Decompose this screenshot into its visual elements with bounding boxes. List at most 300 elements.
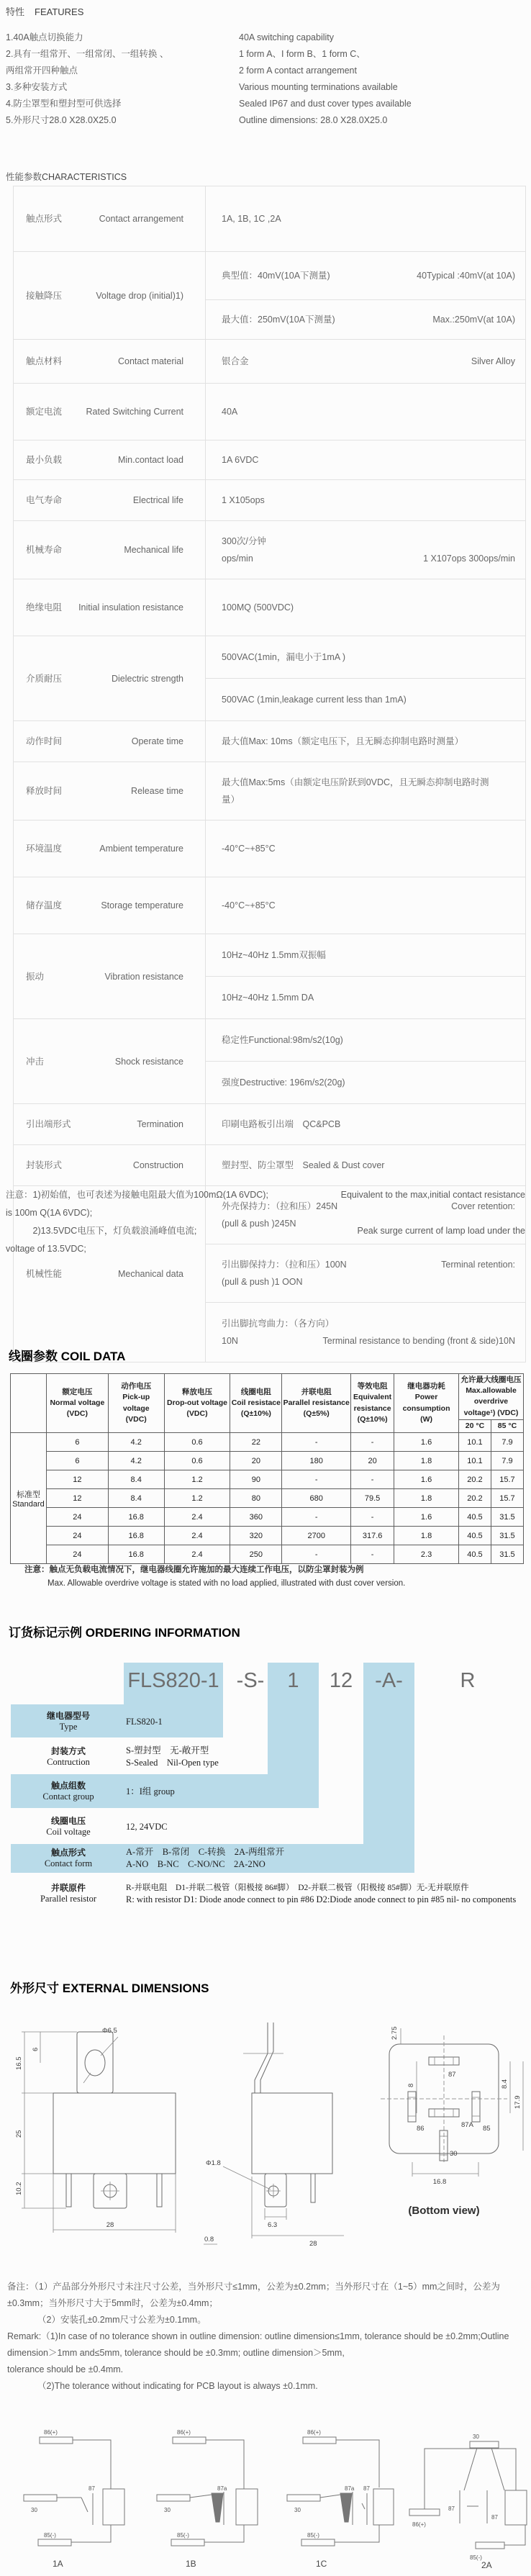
- value-line: [222, 1116, 515, 1133]
- row-label-cn: 环境温度: [26, 844, 63, 854]
- ordering-row-label: [11, 1848, 126, 1869]
- table-row: [14, 934, 525, 1019]
- coil-cell: 40.5: [459, 1527, 491, 1545]
- row-value-subcell: [206, 877, 525, 934]
- value-cn: 典型值：40mV(10A下测量): [222, 271, 330, 281]
- terminal-label-86: 86(+): [177, 2429, 191, 2436]
- dim-front-hole-offset: 6: [32, 2047, 40, 2051]
- coil-cell: 1.2: [164, 1489, 230, 1508]
- table-row: [14, 480, 525, 521]
- dim-front-width: 28: [106, 2221, 114, 2229]
- wiring-diagram-1b: [151, 2424, 277, 2572]
- row-label-cn: 电气寿命: [26, 495, 63, 505]
- terminal-label-30: 30: [473, 2433, 479, 2440]
- wiring-diagram-1c: [284, 2424, 410, 2572]
- coil-group-cell: 标准型 Standard: [11, 1433, 47, 1564]
- row-value-subcell: [206, 521, 525, 579]
- row-label-cell: [14, 440, 206, 479]
- coil-cell: 15.7: [491, 1470, 523, 1489]
- row-value-cell: [206, 480, 525, 520]
- row-label-en: Contact arrangement: [99, 214, 183, 224]
- value-en: Silver Alloy: [471, 356, 515, 366]
- value-en: Cover retention:: [451, 1201, 515, 1211]
- remark-line: ±0.3mm；当外形尺寸大于5mm时，公差为±0.4mm；: [7, 2298, 218, 2308]
- value-en: Terminal retention:: [441, 1260, 515, 1270]
- feature-en: 1 form A、I form B、1 form C、: [239, 49, 366, 59]
- row-value-cell: [206, 821, 525, 877]
- value-cn: ops/min: [222, 553, 253, 564]
- coil-cell: 1.8: [394, 1489, 459, 1508]
- ordering-label-en: Contruction: [47, 1757, 90, 1767]
- value-line: [222, 267, 515, 284]
- value-en: Terminal resistance to bending (front & side)10N: [322, 1336, 515, 1346]
- features-section: [6, 4, 527, 129]
- terminal-label-85: 85(-): [470, 2554, 482, 2561]
- coil-header: 线圈电阻 Coil resistace (Q±10%): [230, 1374, 282, 1433]
- terminal-label-85: 85(-): [177, 2532, 189, 2539]
- note-en: Peak surge current of lamp load under the: [357, 1226, 525, 1236]
- table-row: [11, 1527, 524, 1545]
- dim-front-hole: Φ6.5: [102, 2027, 117, 2035]
- value-cn: 引出脚抗弯曲力：（各方向）: [222, 1319, 335, 1329]
- value-en: Max.:250mV(at 10A): [432, 315, 515, 325]
- row-value-cell: [206, 721, 525, 761]
- coil-header-overdrive: 允许最大线圈电压 Max.allowable overdrive voltage¹) (VDC): [459, 1374, 524, 1420]
- terminal-label-30: 30: [31, 2507, 37, 2513]
- value-cn: 银合金: [222, 356, 249, 366]
- terminal-label-85: 85(-): [307, 2532, 319, 2539]
- row-label-cn: 动作时间: [26, 736, 63, 746]
- row-label-cell: [14, 480, 206, 520]
- feature-cn: 2.具有一组常开、一组常闭、一组转换 、: [6, 49, 169, 59]
- row-label-en: Contact material: [117, 356, 183, 366]
- coil-header: 动作电压 Pick-up voltage (VDC): [108, 1374, 164, 1433]
- row-value-subcell: [206, 252, 525, 299]
- row-value-cell: [206, 521, 525, 579]
- coil-cell: 31.5: [491, 1527, 523, 1545]
- row-label-en: Rated Switching Current: [86, 407, 183, 417]
- dim-side-pin-width: 6.3: [268, 2221, 278, 2229]
- table-row: [14, 186, 525, 252]
- feature-cn: 5.外形尺寸28.0 X28.0X25.0: [6, 115, 117, 125]
- ordering-row-value: 12, 24VDC: [126, 1821, 168, 1832]
- coil-cell: 1.6: [394, 1433, 459, 1452]
- row-label-cn: 最小负载: [26, 455, 63, 465]
- coil-cell: 360: [230, 1508, 282, 1527]
- table-row: [11, 1489, 524, 1508]
- value-cn: 稳定性Functional:98m/s2(10g): [222, 1035, 343, 1045]
- row-label-en: Mechanical life: [124, 545, 183, 555]
- remark-line: （2)The tolerance without indicating for PCB layout is always ±0.1mm.: [37, 2381, 318, 2391]
- diagram-caption-2a: 2A: [481, 2560, 492, 2570]
- row-value-cell: [206, 934, 525, 1018]
- coil-cell: 0.6: [164, 1433, 230, 1452]
- coil-cell: 20: [230, 1452, 282, 1470]
- coil-header-temp: 20 °C: [459, 1419, 491, 1432]
- row-label-en: Storage temperature: [101, 900, 183, 910]
- row-label-cell: [14, 934, 206, 1018]
- value-cn: 1 X105ops: [222, 495, 265, 505]
- row-value-subcell: [206, 1104, 525, 1144]
- value-line: [222, 1273, 515, 1291]
- drawing-bottom-view: [348, 2007, 531, 2255]
- dim-bottom-right-offset: 8.4: [501, 2079, 509, 2089]
- remarks-section: [7, 2279, 527, 2395]
- part-number-segment-voltage: 12: [329, 1668, 353, 1692]
- value-cn: 500VAC (1min,leakage current less than 1mA): [222, 695, 407, 705]
- row-label-en: Dielectric strength: [111, 673, 183, 684]
- ordering-row-value: A-常开 B-常闭 C-转换 2A-两组常开 A-NO B-NC C-NO/NC 2A-2NO: [126, 1847, 285, 1869]
- feature-en: Outline dimensions: 28.0 X28.0X25.0: [239, 115, 388, 125]
- row-label-cn: 绝缘电阻: [26, 602, 63, 613]
- row-value-cell: [206, 877, 525, 934]
- row-value-cell: [206, 340, 525, 383]
- coil-cell: 90: [230, 1470, 282, 1489]
- bottom-view-caption: (Bottom view): [408, 2205, 480, 2217]
- dim-side-pin-thickness: 0.8: [204, 2236, 214, 2243]
- row-value-cell: [206, 440, 525, 479]
- row-value-subcell: [206, 1061, 525, 1103]
- ordering-row-construction: [11, 1742, 520, 1772]
- coil-cell: 8.4: [108, 1470, 164, 1489]
- row-label-cell: [14, 721, 206, 761]
- note-line: [6, 1222, 525, 1240]
- dimensions-title-en: EXTERNAL DIMENSIONS: [62, 1981, 209, 1995]
- terminal-label-86: 86(+): [412, 2521, 426, 2528]
- row-value-subcell: [206, 678, 525, 720]
- value-en: 40Typical :40mV(at 10A): [417, 271, 515, 281]
- note-en: Equivalent to the max,initial contact resistance: [340, 1190, 525, 1200]
- value-cn: (pull & push )245N: [222, 1219, 296, 1229]
- row-label-en: Shock resistance: [114, 1056, 183, 1067]
- coil-header: 释放电压 Drop-out voltage (VDC): [164, 1374, 230, 1433]
- table-row: [14, 636, 525, 721]
- ordering-label-en: Contact group: [42, 1791, 94, 1802]
- coil-cell: 40.5: [459, 1545, 491, 1564]
- value-line: [222, 1157, 515, 1174]
- row-value-cell: [206, 252, 525, 339]
- row-label-cn: 机械寿命: [26, 545, 63, 555]
- contact-label-87: 87: [88, 2485, 95, 2492]
- value-line: [222, 691, 515, 708]
- row-label-cn: 释放时间: [26, 786, 63, 796]
- part-number-segment-form: -A-: [375, 1668, 403, 1692]
- coil-cell: 10.1: [459, 1452, 491, 1470]
- ordering-row-contact-group: [11, 1776, 520, 1807]
- ordering-row-label: [11, 1711, 126, 1732]
- coil-cell: 31.5: [491, 1545, 523, 1564]
- value-cn: (pull & push )1 OON: [222, 1277, 303, 1287]
- coil-cell: -: [282, 1508, 351, 1527]
- value-cn: 外壳保持力：（拉和压）245N: [222, 1201, 338, 1211]
- wiring-diagram-2a: [407, 2424, 531, 2572]
- row-label-cn: 机械性能: [26, 1269, 63, 1279]
- table-row: [14, 340, 525, 384]
- ordering-title: 订货标记示例 ORDERING INFORMATION: [9, 1626, 240, 1640]
- terminal-label-86: 86(+): [307, 2429, 321, 2436]
- table-row: [11, 1433, 524, 1452]
- contact-label-87a: 87a: [345, 2485, 355, 2492]
- feature-cn: 3.多种安装方式: [6, 82, 68, 92]
- value-line: [222, 648, 515, 666]
- feature-cn: 1.40A触点切换能力: [6, 32, 83, 42]
- coil-note-cn: 注意：触点无负载电流情况下，继电器线圈允许施加的最大连续工作电压，以防尘罩封装为例: [24, 1565, 364, 1574]
- coil-cell: 22: [230, 1433, 282, 1452]
- row-value-subcell: [206, 1019, 525, 1061]
- value-cn: 最大值Max:5ms（由额定电压阶跃到0VDC，且无瞬态抑制电路时测: [222, 777, 489, 787]
- row-label-cell: [14, 762, 206, 820]
- coil-cell: 7.9: [491, 1452, 523, 1470]
- row-value-subcell: [206, 976, 525, 1018]
- coil-cell: 250: [230, 1545, 282, 1564]
- value-line: [222, 1074, 515, 1091]
- row-label-en: Termination: [137, 1119, 183, 1129]
- row-label-cn: 接触降压: [26, 290, 63, 301]
- value-cn: 40A: [222, 407, 238, 417]
- terminal-label-85: 85(-): [44, 2532, 56, 2539]
- row-value-subcell: [206, 1302, 525, 1362]
- row-label-cn: 储存温度: [26, 900, 63, 910]
- remark-line: dimension＞1mm and≤5mm, tolerance should be ±0.3mm; outline dimension＞5mm,: [7, 2348, 345, 2358]
- value-line: [222, 492, 515, 509]
- ordering-row-value: R-并联电阻 D1-并联二极管（阳极接 86#脚） D2-并联二极管（阳极接 85#脚）无-无并联原件 R: with resistor D1: Diode anode connect to pin #86 D2:Diode anode connect to pin #85 nil- no components: [126, 1884, 517, 1904]
- row-label-cell: [14, 821, 206, 877]
- row-value-cell: [206, 1145, 525, 1185]
- row-label-en: Vibration resistance: [104, 971, 183, 982]
- row-value-cell: [206, 1104, 525, 1144]
- part-number-segment-group: 1: [287, 1668, 299, 1692]
- coil-cell: 8.4: [108, 1489, 164, 1508]
- row-value-subcell: [206, 440, 525, 479]
- row-label-cn: 振动: [26, 971, 45, 982]
- features-title-en: FEATURES: [35, 6, 84, 17]
- value-line: [222, 774, 515, 791]
- table-row: [14, 521, 525, 579]
- row-label-cn: 引出端形式: [26, 1119, 71, 1129]
- contact-label-87: 87: [491, 2514, 498, 2521]
- table-row: [14, 384, 525, 440]
- contact-label-87: 87: [448, 2505, 455, 2512]
- table-row: [11, 1470, 524, 1489]
- remark-line: tolerance should be ±0.4mm.: [7, 2364, 124, 2374]
- coil-cell: 40.5: [459, 1508, 491, 1527]
- feature-cn: 两组常开四种触点: [6, 65, 78, 76]
- terminal-label-30: 30: [294, 2507, 301, 2513]
- ordering-label-cn: 继电器型号: [46, 1711, 90, 1721]
- row-value-subcell: [206, 299, 525, 339]
- table-row: [14, 762, 525, 821]
- ordering-row-parallel: [11, 1877, 520, 1910]
- dim-bottom-width: 16.8: [432, 2178, 447, 2186]
- row-label-cn: 介质耐压: [26, 673, 63, 684]
- row-value-subcell: [206, 821, 525, 877]
- coil-cell: 2700: [282, 1527, 351, 1545]
- row-label-cell: [14, 186, 206, 251]
- pin-label-87a: 87A: [461, 2121, 473, 2129]
- value-line: [222, 353, 515, 370]
- dim-bottom-height: 17.9: [514, 2095, 522, 2109]
- note-cn: is 100m Q(1A 6VDC);: [6, 1208, 93, 1218]
- value-line: [222, 599, 515, 616]
- row-label-cell: [14, 579, 206, 636]
- terminal-label-30: 30: [164, 2507, 171, 2513]
- ordering-row-value: FLS820-1: [126, 1716, 163, 1727]
- coil-cell: 2.3: [394, 1545, 459, 1564]
- features-title-cn: 特性: [6, 6, 25, 17]
- coil-cell: -: [282, 1433, 351, 1452]
- row-label-cell: [14, 1104, 206, 1144]
- coil-cell: 1.6: [394, 1508, 459, 1527]
- coil-cell: 2.4: [164, 1508, 230, 1527]
- diagram-caption-1a: 1A: [53, 2559, 63, 2569]
- diagram-caption-1b: 1B: [186, 2559, 196, 2569]
- row-value-subcell: [206, 579, 525, 636]
- table-row: [11, 1508, 524, 1527]
- value-cn: 引出脚保持力：（拉和压）100N: [222, 1260, 347, 1270]
- row-label-en: Operate time: [131, 736, 183, 746]
- table-row: [11, 1545, 524, 1564]
- value-line: [222, 840, 515, 857]
- value-cn: 强度Destructive: 196m/s2(20g): [222, 1077, 345, 1088]
- value-cn: 100MQ (500VDC): [222, 602, 294, 613]
- table-row: [14, 1104, 525, 1145]
- coil-cell: 31.5: [491, 1508, 523, 1527]
- row-value-subcell: [206, 340, 525, 383]
- row-label-en: Initial insulation resistance: [78, 602, 183, 613]
- dim-side-width: 28: [309, 2240, 317, 2248]
- contact-label-87a: 87a: [217, 2485, 227, 2492]
- dim-front-tab-height: 16.5: [15, 2056, 23, 2070]
- row-label-cn: 冲击: [26, 1056, 45, 1067]
- table-row: [14, 1145, 525, 1186]
- value-line: [222, 311, 515, 328]
- coil-cell: 7.9: [491, 1433, 523, 1452]
- row-value-subcell: [206, 480, 525, 520]
- wiring-diagram-1a: [18, 2424, 144, 2572]
- value-line: [222, 946, 515, 964]
- coil-cell: -: [282, 1545, 351, 1564]
- feature-cn: 4.防尘罩型和塑封型可供选择: [6, 99, 122, 109]
- coil-cell: -: [351, 1508, 394, 1527]
- row-label-cell: [14, 636, 206, 720]
- row-label-cell: [14, 340, 206, 383]
- coil-cell: 4.2: [108, 1452, 164, 1470]
- characteristics-title: 性能参数CHARACTERISTICS: [6, 172, 127, 182]
- coil-cell: 24: [46, 1527, 108, 1545]
- coil-cell: 320: [230, 1527, 282, 1545]
- coil-data-title: 线圈参数 COIL DATA: [9, 1350, 126, 1363]
- value-cn: 10N: [222, 1336, 238, 1346]
- value-cn: 塑封型、防尘罩型 Sealed & Dust cover: [222, 1160, 385, 1170]
- coil-cell: 80: [230, 1489, 282, 1508]
- diagram-caption-1c: 1C: [316, 2559, 327, 2569]
- part-number-segment-parallel: R: [460, 1668, 476, 1692]
- contact-label-87: 87: [363, 2485, 370, 2492]
- coil-cell: -: [351, 1433, 394, 1452]
- coil-cell: 20: [351, 1452, 394, 1470]
- coil-cell: -: [282, 1470, 351, 1489]
- ordering-label-cn: 线圈电压: [50, 1816, 86, 1826]
- dim-bottom-left-offset: 8: [407, 2083, 415, 2087]
- ordering-label-cn: 并联原件: [50, 1883, 86, 1893]
- value-cn: 最大值Max: 10ms（额定电压下，且无瞬态抑制电路时测量）: [222, 736, 464, 746]
- row-label-cell: [14, 1019, 206, 1103]
- value-line: [222, 1256, 515, 1273]
- ordering-row-coil-voltage: [11, 1812, 520, 1841]
- row-label-en: Voltage drop (initial)1): [96, 290, 183, 301]
- value-cn: 1A 6VDC: [222, 455, 259, 465]
- ordering-label-en: Coil voltage: [46, 1827, 91, 1837]
- row-label-cn: 触点材料: [26, 356, 63, 366]
- ordering-label-cn: 触点组数: [50, 1781, 86, 1791]
- value-cn: -40°C~+85°C: [222, 844, 276, 854]
- row-label-cell: [14, 877, 206, 934]
- coil-cell: 16.8: [108, 1545, 164, 1564]
- note-cn: 注意：1)初始值，也可表述为接触电阻最大值为100mΩ(1A 6VDC);: [6, 1190, 268, 1200]
- ordering-row-label: [11, 1883, 126, 1904]
- terminal-label-86: 86(+): [44, 2429, 58, 2436]
- coil-header-temp: 85 °C: [491, 1419, 523, 1432]
- dim-bottom-top-offset: 2.75: [391, 2026, 399, 2040]
- feature-row: [6, 112, 527, 129]
- table-row: [14, 440, 525, 480]
- coil-cell: 6: [46, 1452, 108, 1470]
- coil-cell: 0.6: [164, 1452, 230, 1470]
- note-line: [6, 1186, 525, 1204]
- value-en: 1 X107ops 300ops/min: [423, 553, 515, 564]
- coil-header: 继电器功耗 Power consumption (W): [394, 1374, 459, 1433]
- coil-cell: 180: [282, 1452, 351, 1470]
- coil-cell: 16.8: [108, 1508, 164, 1527]
- coil-cell: -: [351, 1545, 394, 1564]
- value-line: [222, 791, 515, 808]
- coil-header: 等效电阻 Equivalent resistance (Q±10%): [351, 1374, 394, 1433]
- note-cn: 2)13.5VDC电压下，灯负载浪涌峰值电流;: [6, 1226, 197, 1236]
- coil-header: 额定电压 Normal voltage (VDC): [46, 1374, 108, 1433]
- value-line: [222, 1031, 515, 1049]
- value-cn: 300次/分钟: [222, 536, 266, 546]
- row-value-subcell: [206, 934, 525, 976]
- row-label-en: Release time: [131, 786, 183, 796]
- ordering-row-label: [11, 1816, 126, 1838]
- remark-line: （2）安装孔±0.2mm尺寸公差为±0.1mm。: [37, 2315, 206, 2325]
- coil-cell: 317.6: [351, 1527, 394, 1545]
- feature-row: [6, 79, 527, 96]
- coil-cell: 20.2: [459, 1470, 491, 1489]
- row-label-cell: [14, 252, 206, 339]
- table-row: [14, 579, 525, 636]
- feature-en: Sealed IP67 and dust cover types available: [239, 99, 412, 109]
- dim-side-pin-hole: Φ1.8: [206, 2159, 221, 2167]
- ordering-row-label: [11, 1781, 126, 1802]
- ordering-row-label: [11, 1746, 126, 1768]
- table-row: [14, 1019, 525, 1104]
- value-cn: 1A, 1B, 1C ,2A: [222, 214, 281, 224]
- ordering-label-en: Type: [59, 1722, 78, 1732]
- coil-cell: -: [351, 1470, 394, 1489]
- value-line: [222, 1332, 515, 1350]
- coil-cell: 4.2: [108, 1433, 164, 1452]
- characteristics-notes: [6, 1186, 525, 1258]
- table-row: [14, 721, 525, 762]
- feature-en: Various mounting terminations available: [239, 82, 398, 92]
- row-label-cn: 触点形式: [26, 214, 63, 224]
- row-value-subcell: [206, 1145, 525, 1185]
- note-line: [6, 1240, 525, 1258]
- coil-cell: 12: [46, 1470, 108, 1489]
- table-row: [14, 252, 525, 340]
- coil-data-table: [10, 1373, 524, 1564]
